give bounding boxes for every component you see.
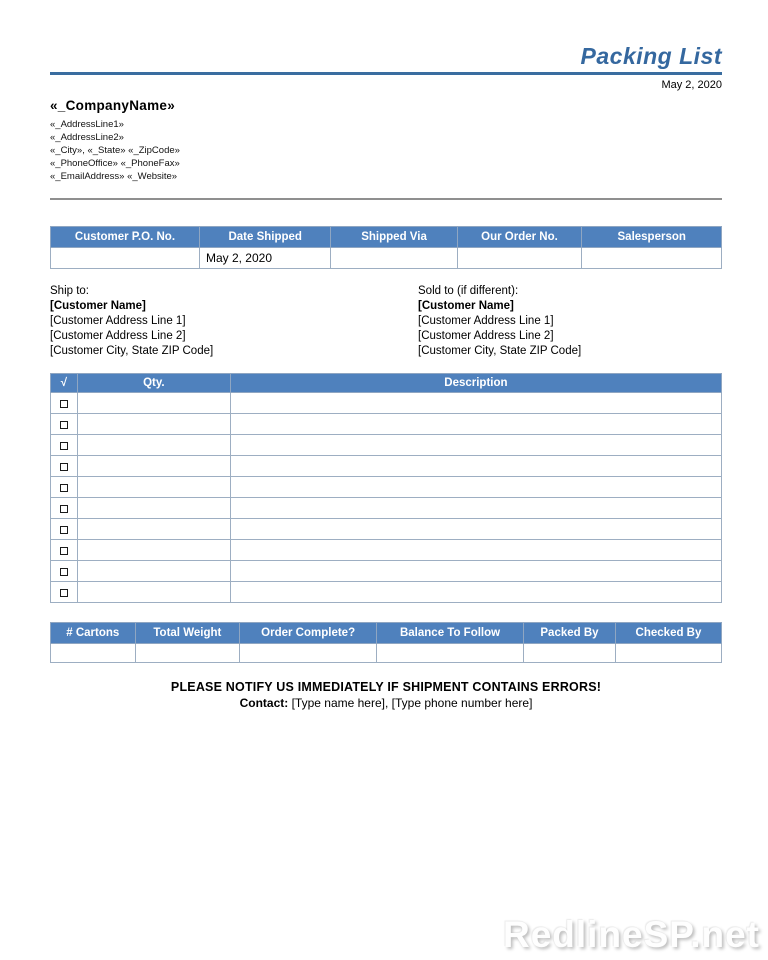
balance-to-follow-cell[interactable] <box>377 644 524 663</box>
checkbox-icon[interactable] <box>60 421 68 429</box>
item-check-cell[interactable] <box>51 477 78 498</box>
company-address-line-1: «_AddressLine1» <box>50 119 124 131</box>
checkbox-icon[interactable] <box>60 589 68 597</box>
checkbox-icon[interactable] <box>60 526 68 534</box>
checked-by-cell[interactable] <box>615 644 721 663</box>
total-weight-cell[interactable] <box>135 644 240 663</box>
item-description-cell[interactable] <box>230 477 721 498</box>
item-check-cell[interactable] <box>51 582 78 603</box>
item-qty-cell[interactable] <box>77 414 230 435</box>
packed-by-cell[interactable] <box>524 644 616 663</box>
header-date-shipped: Date Shipped <box>199 227 331 248</box>
item-check-cell[interactable] <box>51 498 78 519</box>
header-shipped-via: Shipped Via <box>331 227 457 248</box>
sold-to-block <box>418 284 581 359</box>
order-info-table <box>50 226 722 269</box>
item-qty-cell[interactable] <box>77 456 230 477</box>
item-qty-cell[interactable] <box>77 582 230 603</box>
item-row <box>51 414 722 435</box>
sold-to-label: Sold to (if different): <box>418 285 519 298</box>
document-date: May 2, 2020 <box>661 79 722 92</box>
item-description-cell[interactable] <box>230 519 721 540</box>
contact-value: [Type name here], [Type phone number here] <box>288 696 533 711</box>
header-order-complete: Order Complete? <box>240 623 377 644</box>
header-qty: Qty. <box>77 374 230 393</box>
item-description-cell[interactable] <box>230 582 721 603</box>
checkbox-icon[interactable] <box>60 505 68 513</box>
item-description-cell[interactable] <box>230 561 721 582</box>
item-description-cell[interactable] <box>230 456 721 477</box>
header-cartons: # Cartons <box>51 623 136 644</box>
header-customer-po: Customer P.O. No. <box>51 227 200 248</box>
ship-to-address-line-2: [Customer Address Line 2] <box>50 330 186 343</box>
shipment-summary-table <box>50 622 722 663</box>
item-qty-cell[interactable] <box>77 540 230 561</box>
company-city-state-zip: «_City», «_State» «_ZipCode» <box>50 145 180 157</box>
page-title: Packing List <box>580 43 722 69</box>
item-row <box>51 477 722 498</box>
item-row <box>51 561 722 582</box>
order-complete-cell[interactable] <box>240 644 377 663</box>
checkbox-icon[interactable] <box>60 442 68 450</box>
summary-value-row <box>51 644 722 663</box>
header-balance-to-follow: Balance To Follow <box>377 623 524 644</box>
company-name-field: «_CompanyName» <box>50 98 176 114</box>
summary-header-row <box>51 623 722 644</box>
section-divider <box>50 198 722 200</box>
addresses-section <box>50 284 722 359</box>
title-underline <box>50 72 722 75</box>
item-check-cell[interactable] <box>51 435 78 456</box>
order-info-value-row <box>51 248 722 269</box>
item-row <box>51 393 722 414</box>
contact-line <box>50 696 722 710</box>
error-notice-text: PLEASE NOTIFY US IMMEDIATELY IF SHIPMENT CONTAINS ERRORS! <box>170 680 602 695</box>
contact-label: Contact: <box>239 696 289 711</box>
item-qty-cell[interactable] <box>77 519 230 540</box>
header-our-order-no: Our Order No. <box>457 227 582 248</box>
ship-to-block <box>50 284 418 359</box>
item-row <box>51 435 722 456</box>
ship-to-customer-name: [Customer Name] <box>50 300 146 313</box>
item-description-cell[interactable] <box>230 414 721 435</box>
ship-to-address-line-1: [Customer Address Line 1] <box>50 315 186 328</box>
item-row <box>51 540 722 561</box>
salesperson-cell[interactable] <box>582 248 722 269</box>
customer-po-cell[interactable] <box>51 248 200 269</box>
item-qty-cell[interactable] <box>77 393 230 414</box>
date-shipped-cell[interactable]: May 2, 2020 <box>199 248 331 269</box>
item-qty-cell[interactable] <box>77 498 230 519</box>
items-table <box>50 373 722 603</box>
item-check-cell[interactable] <box>51 456 78 477</box>
sold-to-city-state-zip: [Customer City, State ZIP Code] <box>418 345 582 358</box>
header-description: Description <box>230 374 721 393</box>
sold-to-address-line-1: [Customer Address Line 1] <box>418 315 554 328</box>
item-description-cell[interactable] <box>230 393 721 414</box>
checkbox-icon[interactable] <box>60 463 68 471</box>
item-description-cell[interactable] <box>230 435 721 456</box>
item-qty-cell[interactable] <box>77 477 230 498</box>
item-check-cell[interactable] <box>51 393 78 414</box>
item-row <box>51 456 722 477</box>
item-check-cell[interactable] <box>51 519 78 540</box>
item-check-cell[interactable] <box>51 414 78 435</box>
item-qty-cell[interactable] <box>77 561 230 582</box>
checkbox-icon[interactable] <box>60 484 68 492</box>
item-row <box>51 582 722 603</box>
order-info-header-row <box>51 227 722 248</box>
ship-to-city-state-zip: [Customer City, State ZIP Code] <box>50 345 214 358</box>
item-qty-cell[interactable] <box>77 435 230 456</box>
checkbox-icon[interactable] <box>60 400 68 408</box>
header-checkmark: √ <box>51 374 78 393</box>
item-check-cell[interactable] <box>51 561 78 582</box>
company-email-website: «_EmailAddress» «_Website» <box>50 171 178 183</box>
item-row <box>51 498 722 519</box>
company-info-block <box>50 98 722 183</box>
sold-to-address-line-2: [Customer Address Line 2] <box>418 330 554 343</box>
item-row <box>51 519 722 540</box>
header-salesperson: Salesperson <box>582 227 722 248</box>
checkbox-icon[interactable] <box>60 568 68 576</box>
cartons-cell[interactable] <box>51 644 136 663</box>
company-address-line-2: «_AddressLine2» <box>50 132 124 144</box>
item-description-cell[interactable] <box>230 540 721 561</box>
items-header-row <box>51 374 722 393</box>
item-description-cell[interactable] <box>230 498 721 519</box>
our-order-no-cell[interactable] <box>457 248 582 269</box>
shipped-via-cell[interactable] <box>331 248 457 269</box>
header-packed-by: Packed By <box>524 623 616 644</box>
item-check-cell[interactable] <box>51 540 78 561</box>
header-total-weight: Total Weight <box>135 623 240 644</box>
checkbox-icon[interactable] <box>60 547 68 555</box>
header-checked-by: Checked By <box>615 623 721 644</box>
ship-to-label: Ship to: <box>50 285 89 298</box>
company-phone-fax: «_PhoneOffice» «_PhoneFax» <box>50 158 180 170</box>
watermark-text: RedlineSP.net <box>502 914 760 955</box>
sold-to-customer-name: [Customer Name] <box>418 300 514 313</box>
